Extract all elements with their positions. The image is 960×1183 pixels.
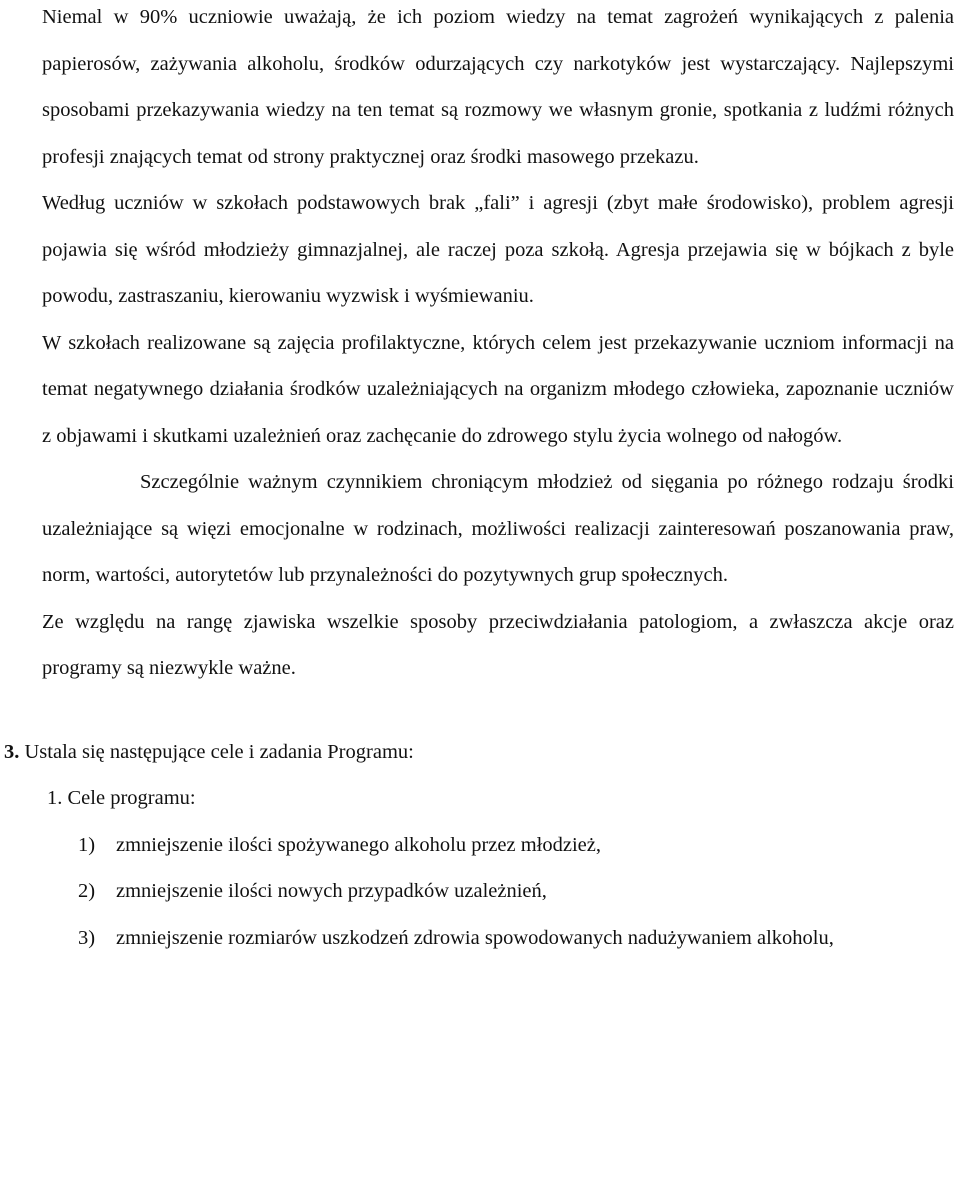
paragraph-prevention-classes: W szkołach realizowane są zajęcia profilaktyczne, których celem jest przekazywanie uczniom informacji na temat negatywnego działania środków uzależniających na organizm młodego człowieka, zapoznanie uczniów z objawami i skutkami uzależnień oraz zachęcanie do zdrowego stylu życia wolnego od nałogów.: [42, 331, 954, 447]
list-item: [78, 822, 954, 869]
paragraph-protective-factors: Szczególnie ważnym czynnikiem chroniącym młodzież od sięgania po różnego rodzaju środki uzależniające są więzi emocjonalne w rodzinach, możliwości realizacji zainteresowań poszanowania praw, norm, wartości, autorytetów lub przynależności do pozytywnych grup społecznych.: [42, 471, 954, 586]
paragraph-importance: Ze względu na rangę zjawiska wszelkie sposoby przeciwdziałania patologiom, a zwłaszcza akcje oraz programy są niezwykle ważne.: [42, 610, 954, 679]
list-item: [78, 868, 954, 915]
list-item-text: zmniejszenie ilości nowych przypadków uzależnień,: [116, 880, 547, 902]
paragraph-aggression: Według uczniów w szkołach podstawowych brak „fali” i agresji (zbyt małe środowisko), problem agresji pojawia się wśród młodzieży gimnazjalnej, ale raczej poza szkołą. Agresja przejawia się w bójkach z byle powodu, zastraszaniu, kierowaniu wyzwisk i wyśmiewaniu.: [42, 192, 954, 307]
section-title: Ustala się następujące cele i zadania Programu:: [24, 740, 414, 763]
goals-list: [42, 822, 954, 962]
list-item-number: 2): [78, 880, 96, 902]
list-item: [78, 915, 954, 962]
section-number: 3.: [4, 740, 20, 763]
list-item-text: zmniejszenie ilości spożywanego alkoholu przez młodzież,: [116, 833, 601, 856]
section-heading: [4, 729, 954, 776]
list-item-number: 1): [78, 833, 96, 856]
goals-list-heading: [42, 775, 954, 822]
list-title: Cele programu:: [67, 787, 196, 809]
list-number: 1.: [47, 787, 63, 809]
list-item-number: 3): [78, 926, 96, 949]
document-page: [4, 0, 954, 961]
list-item-text: zmniejszenie rozmiarów uszkodzeń zdrowia spowodowanych nadużywaniem alkoholu,: [116, 926, 834, 949]
paragraph-knowledge: Niemal w 90% uczniowie uważają, że ich poziom wiedzy na temat zagrożeń wynikających z palenia papierosów, zażywania alkoholu, środków odurzających czy narkotyków jest wystarczający. Najlepszymi sposobami przekazywania wiedzy na ten temat są rozmowy we własnym gronie, spotkania z ludźmi różnych profesji znających temat od strony praktycznej oraz środki masowego przekazu.: [42, 6, 954, 168]
